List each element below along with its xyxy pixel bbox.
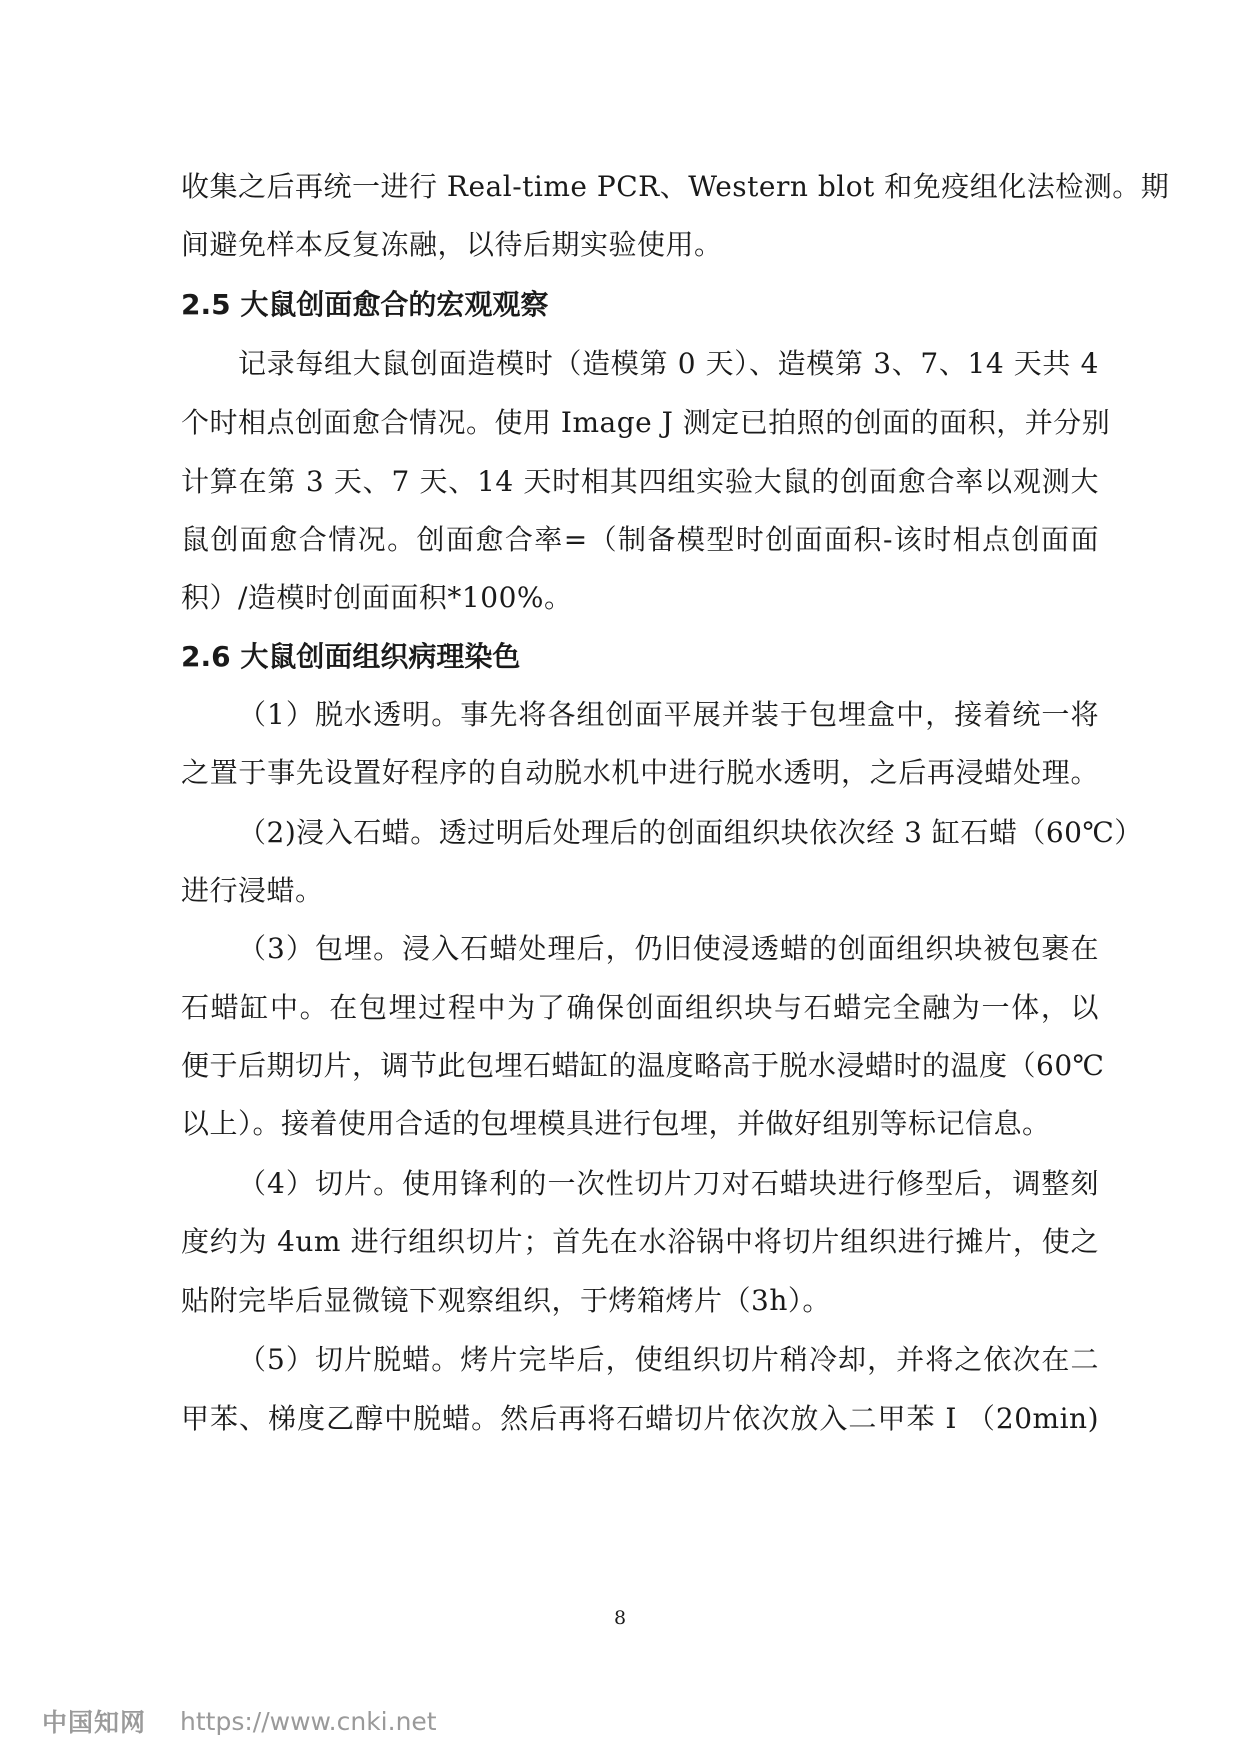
paragraph-line: 贴附完毕后显微镜下观察组织，于烤箱烤片（3h）。: [181, 1284, 831, 1317]
paragraph-line: （4）切片。使用锋利的一次性切片刀对石蜡块进行修型后，调整刻: [238, 1167, 1099, 1200]
paragraph-line: 收集之后再统一进行 Real-time PCR、Western blot 和免疫组化法检测。期: [181, 170, 1170, 203]
paragraph-line: （2)浸入石蜡。透过明后处理后的创面组织块依次经 3 缸石蜡（60℃）: [238, 816, 1143, 849]
paragraph-line: 积）/造模时创面面积*100%。: [181, 581, 573, 614]
paragraph-line: 鼠创面愈合情况。创面愈合率=（制备模型时创面面积-该时相点创面面: [181, 523, 1099, 556]
paragraph-line: 石蜡缸中。在包埋过程中为了确保创面组织块与石蜡完全融为一体，以: [181, 991, 1099, 1024]
paragraph-line: 以上）。接着使用合适的包埋模具进行包埋，并做好组别等标记信息。: [181, 1107, 1051, 1140]
paragraph-line: 之置于事先设置好程序的自动脱水机中进行脱水透明，之后再浸蜡处理。: [181, 756, 1099, 789]
page-number: 8: [613, 1607, 627, 1629]
watermark-logo: 中国知网: [42, 1708, 147, 1737]
paragraph-line: 度约为 4um 进行组织切片；首先在水浴锅中将切片组织进行摊片，使之: [181, 1225, 1099, 1258]
paragraph-line: 间避免样本反复冻融，以待后期实验使用。: [181, 228, 723, 261]
paragraph-line: 计算在第 3 天、7 天、14 天时相其四组实验大鼠的创面愈合率以观测大: [181, 465, 1099, 498]
paragraph-line: （5）切片脱蜡。烤片完毕后，使组织切片稍冷却，并将之依次在二: [238, 1343, 1099, 1376]
cnki-watermark: [42, 1705, 437, 1737]
paragraph-line: 记录每组大鼠创面造模时（造模第 0 天）、造模第 3、7、14 天共 4: [238, 347, 1099, 380]
paragraph-line: （3）包埋。浸入石蜡处理后，仍旧使浸透蜡的创面组织块被包裹在: [238, 932, 1099, 965]
paragraph-line: 便于后期切片，调节此包埋石蜡缸的温度略高于脱水浸蜡时的温度（60℃: [181, 1049, 1105, 1082]
watermark-url: https://www.cnki.net: [180, 1706, 437, 1736]
section-heading-2-6: 2.6 大鼠创面组织病理染色: [181, 640, 521, 673]
paragraph-line: 个时相点创面愈合情况。使用 Image J 测定已拍照的创面的面积，并分别: [181, 406, 1111, 439]
paragraph-line: 进行浸蜡。: [181, 874, 324, 907]
section-heading-2-5: 2.5 大鼠创面愈合的宏观观察: [181, 288, 549, 321]
paragraph-line: 甲苯、梯度乙醇中脱蜡。然后再将石蜡切片依次放入二甲苯 I （20min): [181, 1402, 1099, 1435]
paragraph-line: （1）脱水透明。事先将各组创面平展并装于包埋盒中，接着统一将: [238, 698, 1099, 731]
